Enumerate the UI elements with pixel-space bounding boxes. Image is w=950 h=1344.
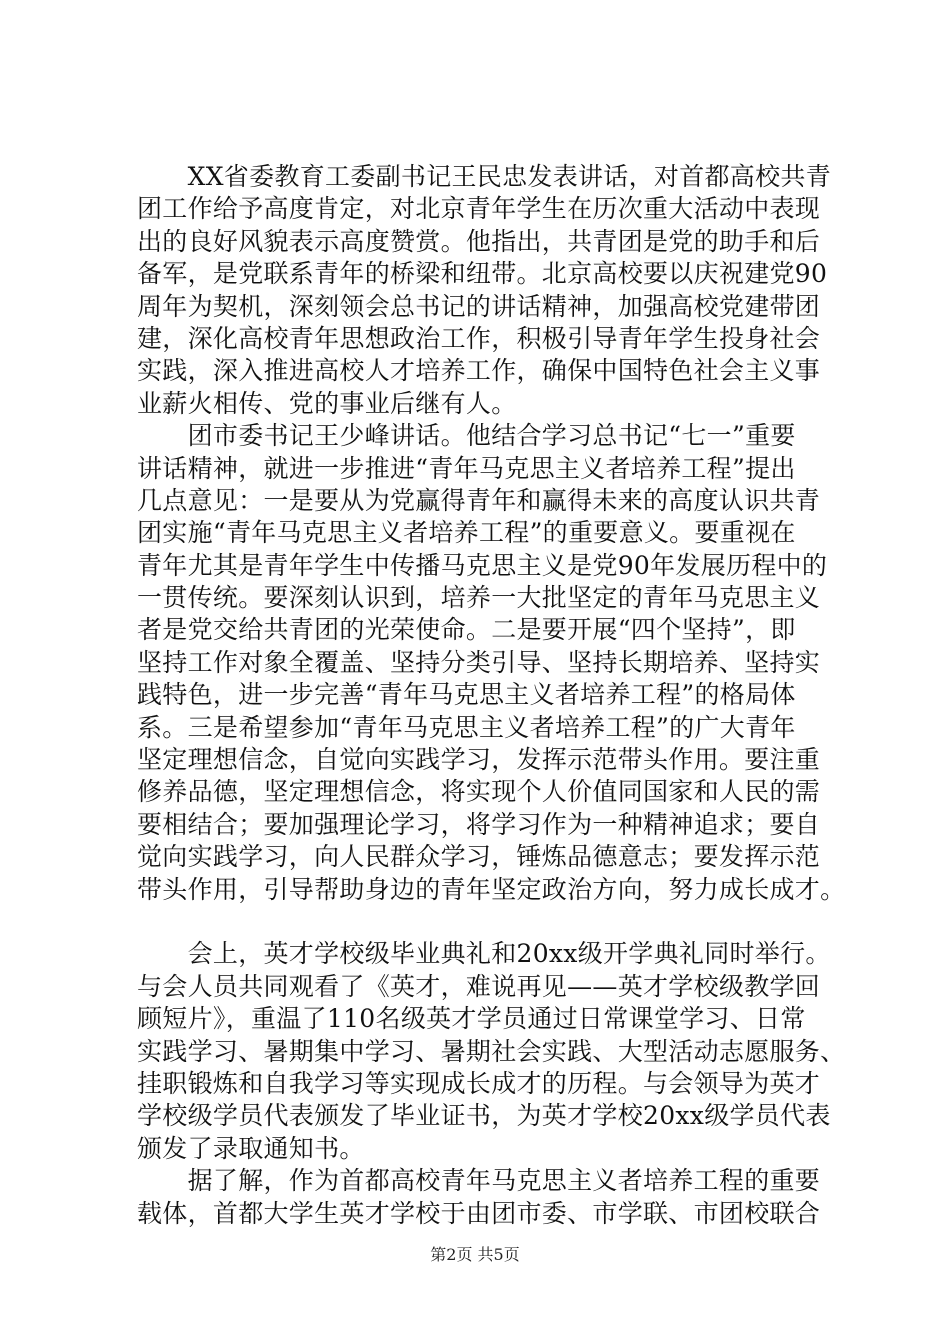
text-line: 出的良好风貌表示高度赞赏。他指出，共青团是党的助手和后 xyxy=(137,226,821,256)
text-line: 者是党交给共青团的光荣使命。二是要开展“四个坚持”，即 xyxy=(137,615,796,645)
text-line: 几点意见：一是要从为党赢得青年和赢得未来的高度认识共青 xyxy=(137,485,821,515)
text-line: 修养品德，坚定理想信念，将实现个人价值同国家和人民的需 xyxy=(137,777,821,807)
text-line: 要相结合；要加强理论学习，将学习作为一种精神追求；要自 xyxy=(137,809,821,839)
text-line: 会上，英才学校级毕业典礼和20xx级开学典礼同时举行。 xyxy=(137,939,831,969)
text-line: 觉向实践学习，向人民群众学习，锤炼品德意志；要发挥示范 xyxy=(137,842,821,872)
paragraph xyxy=(137,1165,897,1230)
document-body xyxy=(137,161,897,1230)
text-line: 学校级学员代表颁发了毕业证书，为英才学校20xx级学员代表 xyxy=(137,1101,831,1131)
text-line: 实践，深入推进高校人才培养工作，确保中国特色社会主义事 xyxy=(137,356,821,386)
text-line: 建，深化高校青年思想政治工作，积极引导青年学生投身社会 xyxy=(137,323,821,353)
paragraph-gap xyxy=(137,906,897,938)
text-line: 备军，是党联系青年的桥梁和纽带。北京高校要以庆祝建党90 xyxy=(137,259,828,289)
paragraph xyxy=(137,161,897,420)
text-line: 周年为契机，深刻领会总书记的讲话精神，加强高校党建带团 xyxy=(137,291,821,321)
paragraph xyxy=(137,938,897,1165)
text-line: 系。三是希望参加“青年马克思主义者培养工程”的广大青年 xyxy=(137,712,796,742)
text-line: 业薪火相传、党的事业后继有人。 xyxy=(137,388,517,418)
page-number-footer: 第2页 共5页 xyxy=(430,1245,520,1264)
text-line: 挂职锻炼和自我学习等实现成长成才的历程。与会领导为英才 xyxy=(137,1068,821,1098)
text-line: 与会人员共同观看了《英才，难说再见——英才学校级教学回 xyxy=(137,971,821,1001)
text-line: 载体，首都大学生英才学校于由团市委、市学联、市团校联合 xyxy=(137,1198,821,1228)
text-line: 顾短片》，重温了110名级英才学员通过日常课堂学习、日常 xyxy=(137,1004,806,1034)
text-line: 讲话精神，就进一步推进“青年马克思主义者培养工程”提出 xyxy=(137,453,796,483)
text-line: 实践学习、暑期集中学习、暑期社会实践、大型活动志愿服务、 xyxy=(137,1036,846,1066)
text-line: 坚定理想信念，自觉向实践学习，发挥示范带头作用。要注重 xyxy=(137,745,821,775)
text-line: 据了解，作为首都高校青年马克思主义者培养工程的重要 xyxy=(137,1166,821,1196)
text-line: 一贯传统。要深刻认识到，培养一大批坚定的青年马克思主义 xyxy=(137,583,821,613)
text-line: 带头作用，引导帮助身边的青年坚定政治方向，努力成长成才。 xyxy=(137,874,846,904)
text-line: 团市委书记王少峰讲话。他结合学习总书记“七一”重要 xyxy=(137,421,796,451)
text-line: 团实施“青年马克思主义者培养工程”的重要意义。要重视在 xyxy=(137,518,796,548)
text-line: XX省委教育工委副书记王民忠发表讲话，对首都高校共青 xyxy=(137,162,831,191)
text-line: 坚持工作对象全覆盖、坚持分类引导、坚持长期培养、坚持实 xyxy=(137,647,821,677)
text-line: 践特色，进一步完善“青年马克思主义者培养工程”的格局体 xyxy=(137,680,796,710)
text-line: 颁发了录取通知书。 xyxy=(137,1133,365,1163)
paragraph xyxy=(137,420,897,906)
text-line: 青年尤其是青年学生中传播马克思主义是党90年发展历程中的 xyxy=(137,550,828,580)
text-line: 团工作给予高度肯定，对北京青年学生在历次重大活动中表现 xyxy=(137,194,821,224)
